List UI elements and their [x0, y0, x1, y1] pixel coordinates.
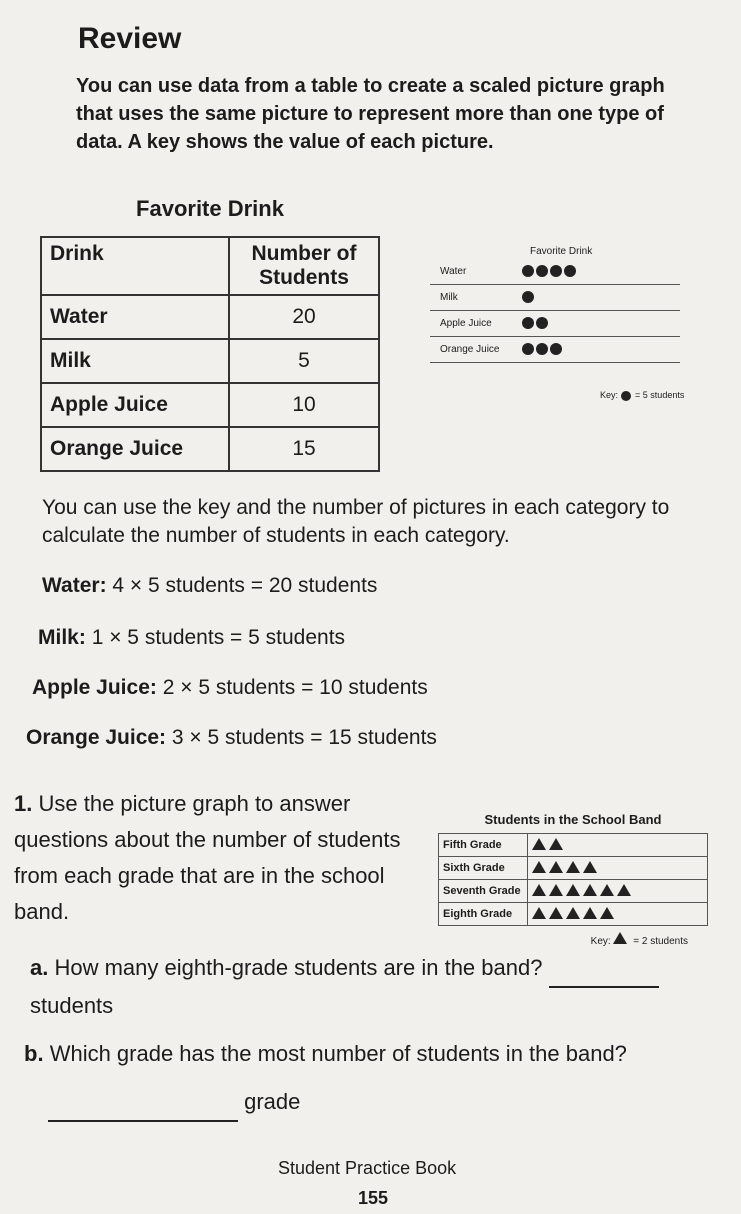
- table-row: [41, 295, 379, 339]
- row-pictures: [522, 291, 536, 306]
- table-caption: Favorite Drink: [136, 196, 284, 221]
- calc-line: [38, 626, 345, 650]
- triangle-icon: [566, 861, 580, 873]
- row-label: Water: [440, 266, 467, 277]
- dot-icon: [536, 317, 548, 329]
- row-pictures: [528, 880, 708, 903]
- dot-icon: [550, 265, 562, 277]
- picture-graph-title: Favorite Drink: [530, 246, 593, 257]
- triangle-icon: [600, 884, 614, 896]
- triangle-icon: [566, 884, 580, 896]
- picture-graph-key: [600, 390, 684, 401]
- question-1b-answer: [48, 1084, 300, 1122]
- triangle-icon: [549, 884, 563, 896]
- triangle-icon: [566, 907, 580, 919]
- row-pictures: [522, 317, 550, 332]
- band-graph-row: [439, 903, 708, 926]
- key-label: Key:: [600, 390, 619, 400]
- row-label: Orange Juice: [440, 344, 500, 355]
- triangle-icon: [549, 907, 563, 919]
- table-header-count: Number of Students: [229, 237, 379, 295]
- row-label: Eighth Grade: [439, 903, 528, 926]
- row-label: Sixth Grade: [439, 857, 528, 880]
- count-cell: 10: [229, 383, 379, 427]
- book-footer: Student Practice Book: [278, 1158, 457, 1178]
- drink-cell: Water: [41, 295, 229, 339]
- triangle-icon: [549, 861, 563, 873]
- dot-icon: [522, 265, 534, 277]
- triangle-icon: [532, 884, 546, 896]
- dot-icon: [550, 343, 562, 355]
- row-label: Apple Juice: [440, 318, 492, 329]
- calc-label: Orange Juice:: [26, 726, 167, 749]
- triangle-icon: [613, 932, 627, 944]
- triangle-icon: [583, 907, 597, 919]
- drink-cell: Orange Juice: [41, 427, 229, 471]
- band-graph-row: [439, 834, 708, 857]
- part-text: Which grade has the most number of students in the band?: [49, 1041, 627, 1066]
- calc-expression: 1 × 5 students = 5 students: [91, 626, 346, 649]
- question-number: 1.: [14, 791, 33, 816]
- row-pictures: [522, 343, 564, 358]
- dot-icon: [564, 265, 576, 277]
- part-label: a.: [30, 955, 49, 980]
- row-label: Fifth Grade: [439, 834, 528, 857]
- row-pictures: [528, 834, 708, 857]
- part-unit: grade: [244, 1089, 301, 1114]
- triangle-icon: [532, 861, 546, 873]
- question-text: Use the picture graph to answer questions about the number of students from each grade that are in the school band.: [14, 791, 401, 924]
- dot-icon: [621, 391, 631, 401]
- drink-cell: Milk: [41, 339, 229, 383]
- triangle-icon: [583, 884, 597, 896]
- band-graph-row: [439, 880, 708, 903]
- part-text: How many eighth-grade students are in the band?: [54, 955, 543, 980]
- key-value: = 2 students: [633, 936, 688, 947]
- part-unit: students: [30, 993, 114, 1018]
- calc-label: Milk:: [38, 626, 86, 649]
- key-label: Key:: [590, 936, 611, 947]
- favorite-drink-picture-graph: [430, 240, 690, 410]
- table-row: [41, 383, 379, 427]
- row-label: Milk: [440, 292, 458, 303]
- table-row: [41, 427, 379, 471]
- triangle-icon: [532, 838, 546, 850]
- row-pictures: [522, 265, 578, 280]
- row-label: Seventh Grade: [439, 880, 528, 903]
- picture-graph-row: [430, 262, 680, 285]
- triangle-icon: [617, 884, 631, 896]
- explanation-paragraph: You can use the key and the number of pictures in each category to calculate the number of students in each category.: [42, 496, 670, 547]
- school-band-picture-graph: [438, 812, 708, 947]
- section-heading: Review: [78, 22, 182, 55]
- dot-icon: [522, 343, 534, 355]
- answer-blank-b[interactable]: [48, 1084, 238, 1122]
- drink-cell: Apple Juice: [41, 383, 229, 427]
- table-header-drink: Drink: [41, 237, 229, 295]
- answer-blank-a[interactable]: [549, 950, 659, 988]
- triangle-icon: [532, 907, 546, 919]
- question-1a: [30, 950, 710, 1024]
- part-label: b.: [24, 1041, 44, 1066]
- band-graph-key: [438, 932, 708, 947]
- calc-expression: 2 × 5 students = 10 students: [162, 676, 428, 699]
- dot-icon: [536, 265, 548, 277]
- picture-graph-row: [430, 314, 680, 337]
- band-graph-row: [439, 857, 708, 880]
- row-pictures: [528, 903, 708, 926]
- dot-icon: [536, 343, 548, 355]
- triangle-icon: [583, 861, 597, 873]
- band-graph-title: Students in the School Band: [484, 812, 662, 827]
- dot-icon: [522, 291, 534, 303]
- triangle-icon: [600, 907, 614, 919]
- key-value: = 5 students: [635, 390, 685, 400]
- question-1: [14, 786, 424, 930]
- row-pictures: [528, 857, 708, 880]
- calc-expression: 4 × 5 students = 20 students: [112, 574, 378, 597]
- page-number: 155: [358, 1188, 389, 1208]
- picture-graph-row: [430, 288, 680, 311]
- calc-expression: 3 × 5 students = 15 students: [171, 726, 437, 749]
- triangle-icon: [549, 838, 563, 850]
- question-1b: [24, 1036, 724, 1072]
- count-cell: 5: [229, 339, 379, 383]
- picture-graph-row: [430, 340, 680, 363]
- calc-line: [42, 574, 377, 598]
- count-cell: 15: [229, 427, 379, 471]
- table-row: [41, 339, 379, 383]
- count-cell: 20: [229, 295, 379, 339]
- dot-icon: [522, 317, 534, 329]
- favorite-drink-table: [40, 186, 380, 472]
- calc-label: Water:: [42, 574, 107, 597]
- calc-label: Apple Juice:: [32, 676, 157, 699]
- intro-paragraph: You can use data from a table to create a scaled picture graph that uses the same picture to represent more than one type of data. A key shows the value of each picture.: [76, 75, 665, 153]
- calc-line: [32, 676, 428, 700]
- calc-line: [26, 726, 437, 750]
